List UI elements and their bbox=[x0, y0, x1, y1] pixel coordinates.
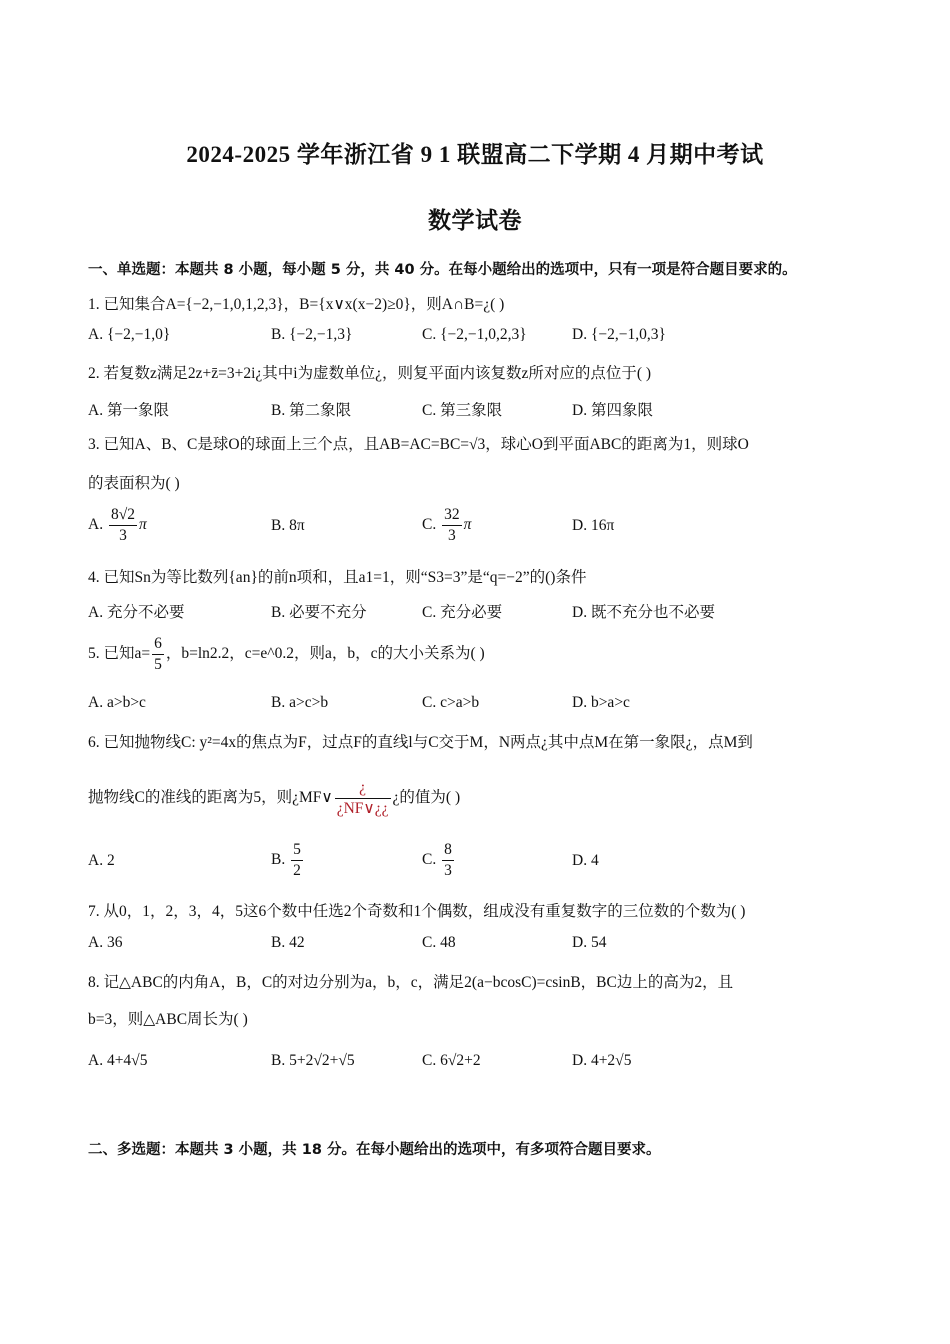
q7-option-b: B. 42 bbox=[271, 934, 305, 951]
q6-option-b bbox=[271, 840, 305, 881]
numerator: 32 bbox=[442, 505, 462, 526]
q3-option-c-label: C. bbox=[422, 516, 437, 534]
q3-option-b: B. 8π bbox=[271, 517, 305, 534]
q5-stem bbox=[88, 634, 485, 675]
q6-option-b-fraction bbox=[291, 840, 303, 881]
denominator: 3 bbox=[447, 527, 456, 544]
q6-stem-line2 bbox=[88, 778, 460, 819]
q6-option-c-label: C. bbox=[422, 851, 437, 869]
q4-option-b: B. 必要不充分 bbox=[271, 604, 367, 621]
q8-stem-line2: b=3，则△ABC周长为( ) bbox=[88, 1011, 248, 1028]
q5-option-d: D. b>a>c bbox=[572, 694, 630, 711]
q5-option-b: B. a>c>b bbox=[271, 694, 329, 711]
exam-subtitle: 数学试卷 bbox=[428, 208, 522, 233]
numerator: 5 bbox=[291, 840, 303, 861]
q8-option-c: C. 6√2+2 bbox=[422, 1052, 481, 1069]
q2-option-a: A. 第一象限 bbox=[88, 402, 169, 419]
q6-stem-line1: 6. 已知抛物线C: y²=4x的焦点为F，过点F的直线l与C交于M，N两点¿其中点M在第一象限¿，点M到 bbox=[88, 734, 753, 751]
q5-fraction bbox=[152, 634, 164, 675]
q6-stem-prefix: 抛物线C的准线的距离为5，则¿MF∨ bbox=[88, 789, 333, 807]
q6-option-c bbox=[422, 840, 456, 881]
q5-stem-prefix: 5. 已知a= bbox=[88, 645, 151, 663]
numerator: 8√2 bbox=[109, 505, 137, 526]
section-1-heading: 一、单选题：本题共 8 小题，每小题 5 分，共 40 分。在每小题给出的选项中，只有一项是符合题目要求的。 bbox=[88, 262, 797, 278]
q3-option-a-label: A. bbox=[88, 516, 104, 534]
q6-option-c-fraction bbox=[442, 840, 454, 881]
q6-option-d: D. 4 bbox=[572, 852, 599, 869]
q7-option-c: C. 48 bbox=[422, 934, 456, 951]
numerator: 6 bbox=[152, 634, 164, 655]
q2-option-d: D. 第四象限 bbox=[572, 402, 653, 419]
q6-option-a: A. 2 bbox=[88, 852, 115, 869]
denominator: ¿NF∨¿¿ bbox=[336, 800, 389, 817]
q3-option-c-fraction bbox=[442, 505, 462, 546]
q1-stem: 1. 已知集合A={−2,−1,0,1,2,3}，B={x∨x(x−2)≥0}，则A∩B=¿( ) bbox=[88, 296, 505, 313]
pi-symbol: π bbox=[463, 516, 472, 534]
q8-option-a: A. 4+4√5 bbox=[88, 1052, 148, 1069]
q6-option-b-label: B. bbox=[271, 851, 286, 869]
q5-option-c: C. c>a>b bbox=[422, 694, 480, 711]
q4-option-a: A. 充分不必要 bbox=[88, 604, 185, 621]
q1-option-b: B. {−2,−1,3} bbox=[271, 326, 353, 343]
q3-option-c bbox=[422, 505, 471, 546]
numerator: ¿ bbox=[335, 778, 391, 799]
numerator: 8 bbox=[442, 840, 454, 861]
denominator: 2 bbox=[293, 862, 301, 879]
q7-stem: 7. 从0，1，2，3，4，5这6个数中任选2个奇数和1个偶数，组成没有重复数字的三位数的个数为( ) bbox=[88, 903, 746, 920]
section-2-heading: 二、多选题：本题共 3 小题，共 18 分。在每小题给出的选项中，有多项符合题目要求。 bbox=[88, 1142, 661, 1158]
q6-stem-suffix: ¿的值为( ) bbox=[392, 789, 461, 807]
q1-option-d: D. {−2,−1,0,3} bbox=[572, 326, 666, 343]
q5-option-a: A. a>b>c bbox=[88, 694, 146, 711]
q8-option-d: D. 4+2√5 bbox=[572, 1052, 632, 1069]
q6-fraction bbox=[335, 778, 391, 819]
q3-stem-line1: 3. 已知A、B、C是球O的球面上三个点，且AB=AC=BC=√3，球心O到平面ABC的距离为1，则球O bbox=[88, 436, 749, 453]
q3-option-a-fraction bbox=[109, 505, 137, 546]
q3-stem-line2: 的表面积为( ) bbox=[88, 475, 180, 492]
pi-symbol: π bbox=[138, 516, 147, 534]
denominator: 5 bbox=[154, 656, 162, 673]
q4-stem: 4. 已知Sn为等比数列{an}的前n项和，且a1=1，则“S3=3”是“q=−2”的()条件 bbox=[88, 569, 587, 586]
q8-option-b: B. 5+2√2+√5 bbox=[271, 1052, 355, 1069]
denominator: 3 bbox=[444, 862, 452, 879]
q2-option-b: B. 第二象限 bbox=[271, 402, 352, 419]
exam-title: 2024-2025 学年浙江省 9 1 联盟高二下学期 4 月期中考试 bbox=[186, 142, 764, 167]
q1-option-c: C. {−2,−1,0,2,3} bbox=[422, 326, 527, 343]
q1-option-a: A. {−2,−1,0} bbox=[88, 326, 171, 343]
q4-option-c: C. 充分必要 bbox=[422, 604, 503, 621]
q4-option-d: D. 既不充分也不必要 bbox=[572, 604, 715, 621]
q2-option-c: C. 第三象限 bbox=[422, 402, 503, 419]
q3-option-a bbox=[88, 505, 147, 546]
q7-option-a: A. 36 bbox=[88, 934, 123, 951]
q7-option-d: D. 54 bbox=[572, 934, 607, 951]
q8-stem-line1: 8. 记△ABC的内角A，B，C的对边分别为a，b，c，满足2(a−bcosC)=csinB，BC边上的高为2，且 bbox=[88, 974, 734, 991]
q2-stem: 2. 若复数z满足2z+z̄=3+2i¿其中i为虚数单位¿，则复平面内该复数z所对应的点位于( ) bbox=[88, 365, 652, 382]
denominator: 3 bbox=[119, 527, 127, 544]
q5-stem-suffix: ，b=ln2.2，c=e^0.2，则a，b，c的大小关系为( ) bbox=[165, 645, 485, 663]
q3-option-d: D. 16π bbox=[572, 517, 615, 534]
